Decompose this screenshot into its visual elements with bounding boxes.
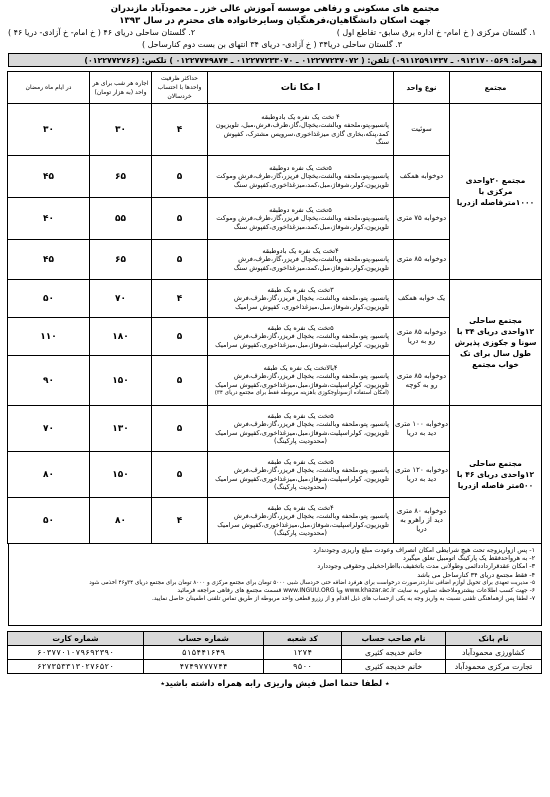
ramadan-rent: ۴۵: [8, 156, 90, 198]
amenities: ۴ تخت یک نفره یک بادوطبقه پانسیو،پتو،ملحفه وبالشت،یخچال،گاز،ظرف،فرش،مبل، تلویزیون کمد،پنکه،بخاری گازی میزغذاخوری،سرویس مشترک، کفپوش سنگ: [208, 104, 394, 156]
receipt-reminder: ٭ لطفا حتما اصل فیش واریزی رابه همراه داشته باشید٭: [160, 678, 390, 688]
branch-1: ۱. گلستان مرکزی ( خ امام- خ اداره برق سابق- تقاطع اول ): [336, 28, 536, 37]
branch-2: ۲. گلستان ساحلی دریای ۴۶ ( خ امام- خ آزادی- دریا ۴۶ ): [8, 28, 196, 37]
header-branch-code: کد شعبه: [264, 632, 342, 646]
ramadan-rent: ۸۰: [8, 452, 90, 498]
header-unit-type: نوع واحد: [394, 72, 450, 104]
bank-row: [8, 660, 542, 674]
amenities: ۴تخت یک نفره یک طبقه پانسیو، پتو،ملحفه وبالشت، یخچال فریزر،گاز،ظرف،فرش تلویزیون،کولراسپلیت،شوفاژ،مبل،میزغذاخوری،کفپوش سرامیک (محدودیت پارکینگ): [208, 498, 394, 544]
table-header-row: [8, 72, 542, 104]
capacity: ۵: [152, 452, 208, 498]
unit-type: دوخوابه ۱۰۰ متری دید به دریا: [394, 406, 450, 452]
note-item: ۱- پس ازواریزوجه تحت هیچ شرایطی امکان انصراف وعودت مبلغ واریزی وجودندارد: [313, 546, 535, 554]
nightly-rent: ۱۸۰: [90, 318, 152, 356]
amenities: ۵تخت یک نفره یک طبقه پانسیو، پتو،ملحفه وبالشت، یخچال فریزر،گاز،ظرف،فرش تلویزیون، کولراسپلیت،شوفاژ،مبل،میزغذاخوری،کفپوش سرامیک: [208, 318, 394, 356]
capacity: ۵: [152, 356, 208, 406]
nightly-rent: ۶۵: [90, 240, 152, 280]
ramadan-rent: ۵۰: [8, 498, 90, 544]
contact-phones: همراه: ۰۹۱۲۱۷۰۰۵۶۹ ـ ۰۹۱۱۲۵۹۱۴۳۷) تلفن: ( ۰۱۲۲۷۷۲۳۷۰۷۲ ـ ۰۱۲۲۷۷۲۳۳۰۷۰ ـ ۰۱۲۲۷۷۴۹۸۷۴ ) تلکس: (۰۱۲۲۷۷۲۷۶۶): [8, 53, 542, 67]
ramadan-rent: ۷۰: [8, 406, 90, 452]
capacity: ۴: [152, 280, 208, 318]
unit-type: دوخوابه ۸۰ متری دید از راهرو به دریا: [394, 498, 450, 544]
ramadan-rent: ۵۰: [8, 280, 90, 318]
capacity: ۵: [152, 318, 208, 356]
bank-accounts-table: [7, 631, 542, 674]
complex-darya-34: مجتمع ساحلی ۱۲واحدی دریای ۳۴ با سونا و جکوزی پذیرش طول سال برای تک خواب مجتمع: [450, 280, 542, 406]
unit-type: دوخوابه ۷۵ متری: [394, 198, 450, 240]
unit-type: دوخوابه ۸۵ متری: [394, 240, 450, 280]
nightly-rent: ۶۵: [90, 156, 152, 198]
unit-type: دوخوابه ۸۵ متری رو به دریا: [394, 318, 450, 356]
branch-addresses: [8, 27, 542, 51]
amenities: ۴بالاتخت یک نفره یک طبقه پانسیو، پتو،ملحفه وبالشت، یخچال فریزر،گاز،ظرف،فرش تلویزیون، کولراسپلیت،شوفاژ،مبل،میزغذاخوری،کفپوش سرامیک (امکان استفاده ازسوناوجکوزی باهزینه مربوطه فقط برای مجتمع دریای ۳۴): [208, 356, 394, 406]
ramadan-rent: ۹۰: [8, 356, 90, 406]
note-item: ۶- جهت کسب اطلاعات بیشتروملاحظه تصاویر به سایت www.khazar.ac.ir ویا www.INGUU.ORG قسمت مجتمع های رفاهی مراجعه فرمائید: [177, 587, 535, 595]
amenities: ۳تخت یک نفره یک طبقه پانسیو، پتو،ملحفه وبالشت، یخچال فریزر،گاز،ظرف،فرش تلویزیون،کولر،شوفاژ،مبل،میزغذاخوری، کفپوش سرامیک: [208, 280, 394, 318]
ramadan-rent: ۴۵: [8, 240, 90, 280]
amenities: ۵تخت یک نفره دوطبقه پانسیو،پتو،ملحفه وبالشت،یخچال فریزر،گاز،ظرف،فرش وموکت تلویزیون،کولر،شوفاژ،مبل،کمد،میزغذاخوری،کفپوش سنگ: [208, 156, 394, 198]
title-line-2: جهت اسکان دانشگاهیان،فرهنگیان وسایرخانواده های محترم در سال ۱۳۹۳: [119, 16, 431, 26]
ramadan-rent: ۱۱۰: [8, 318, 90, 356]
unit-type: دوخوابه ۸۵ متری رو به کوچه: [394, 356, 450, 406]
header-capacity: حداکثر ظرفیت واحدها با احتساب خردسالان: [152, 72, 208, 104]
amenities: ۵تخت یک نفره یک طبقه پانسیو، پتو،ملحفه وبالشت، یخچال فریزر،گاز،ظرف،فرش تلویزیون، کولراسپلیت،شوفاژ،مبل،میزغذاخوری،کفپوش سرامیک (محدودیت پارکینگ): [208, 406, 394, 452]
capacity: ۵: [152, 406, 208, 452]
branch-3: ۳. گلستان ساحلی دریا۳۴ ( خ آزادی- دریای ۳۴ انتهای بن بست دوم کنارساحل ): [141, 40, 403, 49]
nightly-rent: ۱۳۰: [90, 406, 152, 452]
unit-type: یک خوابه همکف: [394, 280, 450, 318]
note-item: ۳- امکان عقدقرارداددائمی وطولانی مدت باتخفیف،بااطراحخیلی وحقوقی وجوددارد: [317, 562, 535, 571]
nightly-rent: ۱۵۰: [90, 356, 152, 406]
header-amenities: ا مکا نات: [208, 72, 394, 104]
branch-central-and-46: [8, 27, 536, 39]
branch-code: ۹۵۰۰: [264, 660, 342, 674]
header-card-number: شماره کارت: [8, 632, 144, 646]
bank-row: [8, 646, 542, 660]
header-complex: مجتمع: [450, 72, 542, 104]
account-number: ۵۱۵۴۴۱۶۴۹: [144, 646, 264, 660]
nightly-rent: ۵۵: [90, 198, 152, 240]
note-item: ۷- لطفا پس ازهماهنگی تلفنی نسبت به واریز وجه به یکی ازحساب های ذیل اقدام و از رزرو قطعی واحد مربوطه از طریق تماس تلفنی اطمینان حاصل نمایید.: [151, 596, 535, 603]
amenities: ۵تخت یک نفره دوطبقه پانسیو،پتو،ملحفه وبالشت،یخچال فریزر،گاز،ظرف،فرش وموکت تلویزیون،کولر،شوفاژ،مبل،کمد،میزغذاخوری،کفپوش سنگ: [208, 198, 394, 240]
bank-name: کشاورزی محمودآباد: [446, 646, 542, 660]
branch-code: ۱۲۷۴: [264, 646, 342, 660]
unit-type: سوئیت: [394, 104, 450, 156]
table-row: [8, 406, 542, 452]
header-nightly-rent: اجاره هر شب برای هر واحد (به هزار تومان): [90, 72, 152, 104]
capacity: ۵: [152, 198, 208, 240]
note-item: ۲- به هرواحدفقط یک پارکینگ اتومبیل تعلق میگیرد: [403, 554, 535, 563]
header-holder: نام صاحب حساب: [342, 632, 446, 646]
nightly-rent: ۳۰: [90, 104, 152, 156]
bank-name: تجارت مرکزی محمودآباد: [446, 660, 542, 674]
title-line-1: مجتمع های مسکونی و رفاهی موسسه آموزش عالی خزر ـ محمودآباد مازندران: [110, 4, 440, 14]
table-row: [8, 104, 542, 156]
bank-header-row: [8, 632, 542, 646]
ramadan-rent: ۴۰: [8, 198, 90, 240]
unit-type: دوخوابه همکف: [394, 156, 450, 198]
notes-box: [8, 544, 542, 626]
page-title: [8, 3, 542, 27]
account-holder: خانم خدیجه کثیری: [342, 660, 446, 674]
table-row: [8, 280, 542, 318]
unit-type: دوخوابه ۱۲۰ متری دید به دریا: [394, 452, 450, 498]
header-account-number: شماره حساب: [144, 632, 264, 646]
card-number: ۶۲۷۳۵۳۳۱۳۰۲۷۶۵۲۰: [8, 660, 144, 674]
account-number: ۴۷۴۹۷۷۷۷۴۴: [144, 660, 264, 674]
complex-darya-46: مجتمع ساحلی ۱۲واحدی دریای ۴۶ با ۵۰۰متر فاصله ازدریا: [450, 406, 542, 544]
header-ramadan-rent: در ایام ماه رمضان: [8, 72, 90, 104]
capacity: ۵: [152, 156, 208, 198]
nightly-rent: ۷۰: [90, 280, 152, 318]
note-item: ۵- مدیریت تعهدی برای تحویل لوازم اضافی ندارددرصورت درخواست برای هرفرد اضافه حتی خردسال شبی ۵۰۰۰ تومان برای مجتمع مرکزی و ۸۰۰۰ تومان برای مجتمع دریای ۳۴و۴۶ اخذمی شود: [89, 579, 535, 586]
capacity: ۵: [152, 240, 208, 280]
amenities: ۴تخت یک نفره یک بادوطبقه پانسیو،پتو،ملحفه وبالشت،یخچال فریزر،گاز،ظرف،فرش تلویزیون،کولر،شوفاژ،مبل،کمد،میزغذاخوری،کفپوش سنگ: [208, 240, 394, 280]
account-holder: خانم خدیجه کثیری: [342, 646, 446, 660]
nightly-rent: ۸۰: [90, 498, 152, 544]
capacity: ۴: [152, 498, 208, 544]
capacity: ۴: [152, 104, 208, 156]
ramadan-rent: ۳۰: [8, 104, 90, 156]
card-number: ۶۰۳۷۷۰۱۰۷۹۶۹۲۳۹۰: [8, 646, 144, 660]
note-item: ۴- فقط مجتمع دریای ۳۴ کنارساحل می باشد: [417, 570, 535, 579]
amenities: ۵تخت یک نفره یک طبقه پانسیو، پتو،ملحفه وبالشت، یخچال فریزر،گاز،ظرف،فرش تلویزیون، کولراسپلیت،شوفاژ،مبل،میزغذاخوری،کفپوش سرامیک (محدودیت پارکینگ): [208, 452, 394, 498]
header-bank: نام بانک: [446, 632, 542, 646]
nightly-rent: ۱۵۰: [90, 452, 152, 498]
complex-central: مجتمع ۲۰واحدی مرکزی با ۱۰۰۰مترفاصله ازدریا: [450, 104, 542, 280]
price-table: [7, 71, 542, 544]
